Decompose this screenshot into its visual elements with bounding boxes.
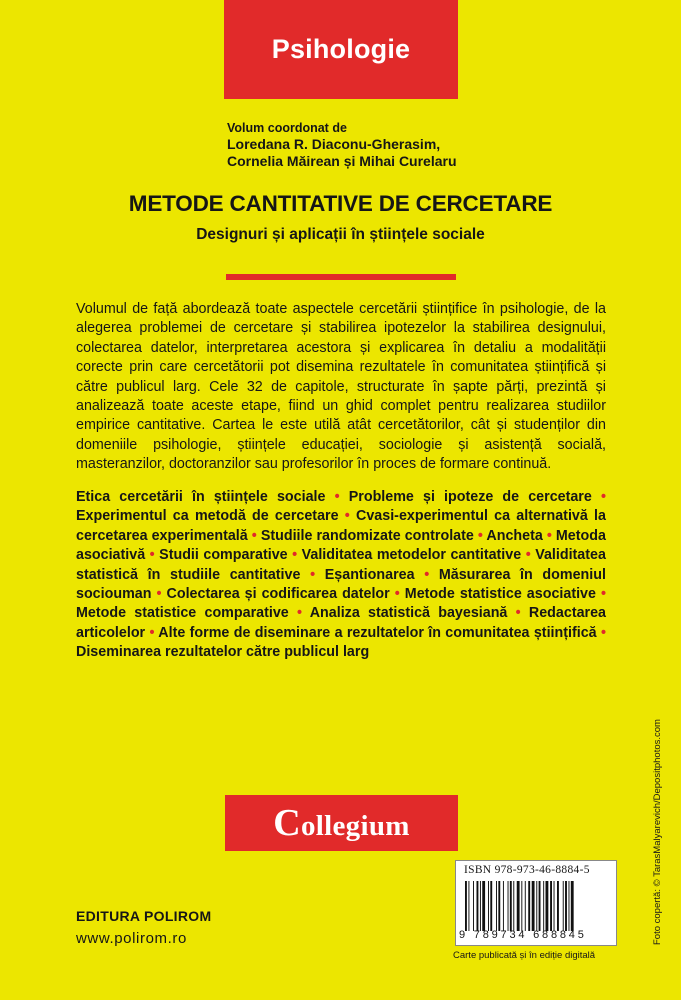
barcode-bar <box>465 881 467 931</box>
authors-line-1: Loredana R. Diaconu-Gherasim, <box>227 136 441 152</box>
topic-separator: • <box>251 527 257 544</box>
book-title: METODE CANTITATIVE DE CERCETARE <box>128 191 553 216</box>
digital-edition-note: Carte publicată și în ediție digitală <box>453 950 596 961</box>
publisher-website[interactable]: www.polirom.ro <box>76 930 187 947</box>
topic-separator: • <box>296 605 302 622</box>
barcode-bar <box>525 881 526 931</box>
barcode-bar <box>550 881 552 931</box>
barcode-digits: 9 789734 688845 <box>459 929 587 941</box>
book-subtitle: Designuri și aplicații în științele sociale <box>196 226 485 243</box>
barcode-bar <box>498 881 500 931</box>
barcode-bar <box>480 881 481 931</box>
barcode-icon <box>464 881 607 931</box>
barcode-bar <box>571 881 574 931</box>
topic-item: Măsurarea în domeniul sociouman <box>76 566 606 603</box>
topic-separator: • <box>310 566 316 583</box>
topic-separator: • <box>477 527 483 544</box>
barcode-bar <box>557 881 559 931</box>
barcode-bar <box>569 881 570 931</box>
topic-item: Alte forme de diseminare a rezultatelor în comunitatea științifică <box>158 624 597 641</box>
barcode-bar <box>482 881 485 931</box>
topic-separator: • <box>515 605 521 622</box>
topic-item: Ancheta <box>486 527 543 544</box>
topic-item: Metode statistice asociative <box>404 586 596 603</box>
barcode-bar <box>539 881 541 931</box>
topic-item: Studiile randomizate controlate <box>260 527 474 544</box>
topic-separator: • <box>149 547 155 564</box>
publisher-name: EDITURA POLIROM <box>76 908 212 924</box>
photo-credit: Foto copertă: © TarasMalyarevich/Depositphotos.com <box>652 719 663 945</box>
authors <box>227 136 547 170</box>
topic-item: Metode statistice comparative <box>76 605 289 622</box>
barcode-bar <box>546 881 549 931</box>
barcode-bar <box>532 881 535 931</box>
topic-item: Colectarea și codificarea datelor <box>166 586 390 603</box>
topic-separator: • <box>292 547 298 564</box>
topic-separator: • <box>546 527 552 544</box>
topic-separator: • <box>149 624 155 641</box>
topic-separator: • <box>600 586 606 603</box>
topic-item: Etica cercetării în științele sociale <box>76 489 326 505</box>
barcode-bar <box>565 881 567 931</box>
topic-item: Studii comparative <box>159 547 288 564</box>
barcode-bar <box>517 881 520 931</box>
topic-item: Validitatea statistică în studiile cantitative <box>76 547 606 583</box>
topic-item: Probleme și ipoteze de cercetare <box>348 489 592 505</box>
red-divider <box>226 274 456 280</box>
topic-item: Redactarea articolelor <box>76 605 606 641</box>
topic-item: Experimentul ca metodă de cercetare <box>76 508 339 525</box>
topic-separator: • <box>156 586 162 603</box>
barcode-bar <box>508 881 509 931</box>
topic-separator: • <box>424 566 430 583</box>
topic-separator: • <box>334 489 340 505</box>
barcode-bar <box>496 881 497 931</box>
barcode-bar <box>510 881 512 931</box>
topic-item: Cvasi-experimentul ca alternativă la cercetarea experimentală <box>76 508 606 544</box>
topics-list <box>76 488 606 663</box>
barcode-bar <box>468 881 469 931</box>
logo-initial: C <box>273 802 301 844</box>
topic-item: Metoda asociativă <box>76 527 606 564</box>
isbn-text: ISBN 978-973-46-8884-5 <box>464 864 590 876</box>
topic-separator: • <box>600 489 606 505</box>
barcode-bar <box>513 881 514 931</box>
topic-item: Eșantionarea <box>324 566 415 583</box>
collegium-logo-text <box>273 801 409 845</box>
barcode-bar <box>563 881 564 931</box>
authors-line-2: Cornelia Măirean și Mihai Curelaru <box>227 153 457 169</box>
barcode-bar <box>473 881 474 931</box>
topic-separator: • <box>394 586 400 603</box>
topic-item: Validitatea metodelor cantitative <box>301 547 522 564</box>
isbn-barcode-box <box>455 860 617 946</box>
series-label: Psihologie <box>271 34 411 64</box>
book-description: Volumul de față abordează toate aspectele cercetării științifice în psihologie, de la alegerea problemei de cercetare și stabilirea ipotezelor la stabilirea designului, colectarea datelor, interpretarea acestora și explicarea în detaliu a modalității corecte prin care cercetătorii pot disemina rezultatele în comunitatea științifică și către publicul larg. Cele 32 de capitole, structurate în șapte părți, prezintă și analizează toate aceste etape, fiind un ghid complet pentru realizarea studiilor empirice cantitative. Cartea le este utilă atât cercetătorilor, cât și studenților din domeniile psihologie, științele educației, sociologie și asistență socială, masteranzilor, doctoranzilor sau profesorilor în proces de formare continuă. <box>76 301 606 473</box>
barcode-bar <box>488 881 489 931</box>
topic-item: Analiza statistică bayesiană <box>309 605 508 622</box>
barcode-bar <box>477 881 479 931</box>
barcode-bar <box>554 881 555 931</box>
barcode-bar <box>528 881 530 931</box>
barcode-bar <box>536 881 537 931</box>
barcode-bar <box>503 881 504 931</box>
barcode-bar <box>521 881 522 931</box>
series-banner <box>224 0 458 99</box>
barcode-bar <box>543 881 544 931</box>
logo-rest: ollegium <box>301 810 410 842</box>
collegium-logo <box>225 795 458 851</box>
topic-separator: • <box>525 547 531 564</box>
topic-separator: • <box>600 624 606 641</box>
topic-item: Diseminarea rezultatelor către publicul larg <box>76 644 370 661</box>
barcode-bar <box>490 881 492 931</box>
topic-separator: • <box>344 508 350 525</box>
coordinated-by-label: Volum coordonat de <box>227 121 347 135</box>
